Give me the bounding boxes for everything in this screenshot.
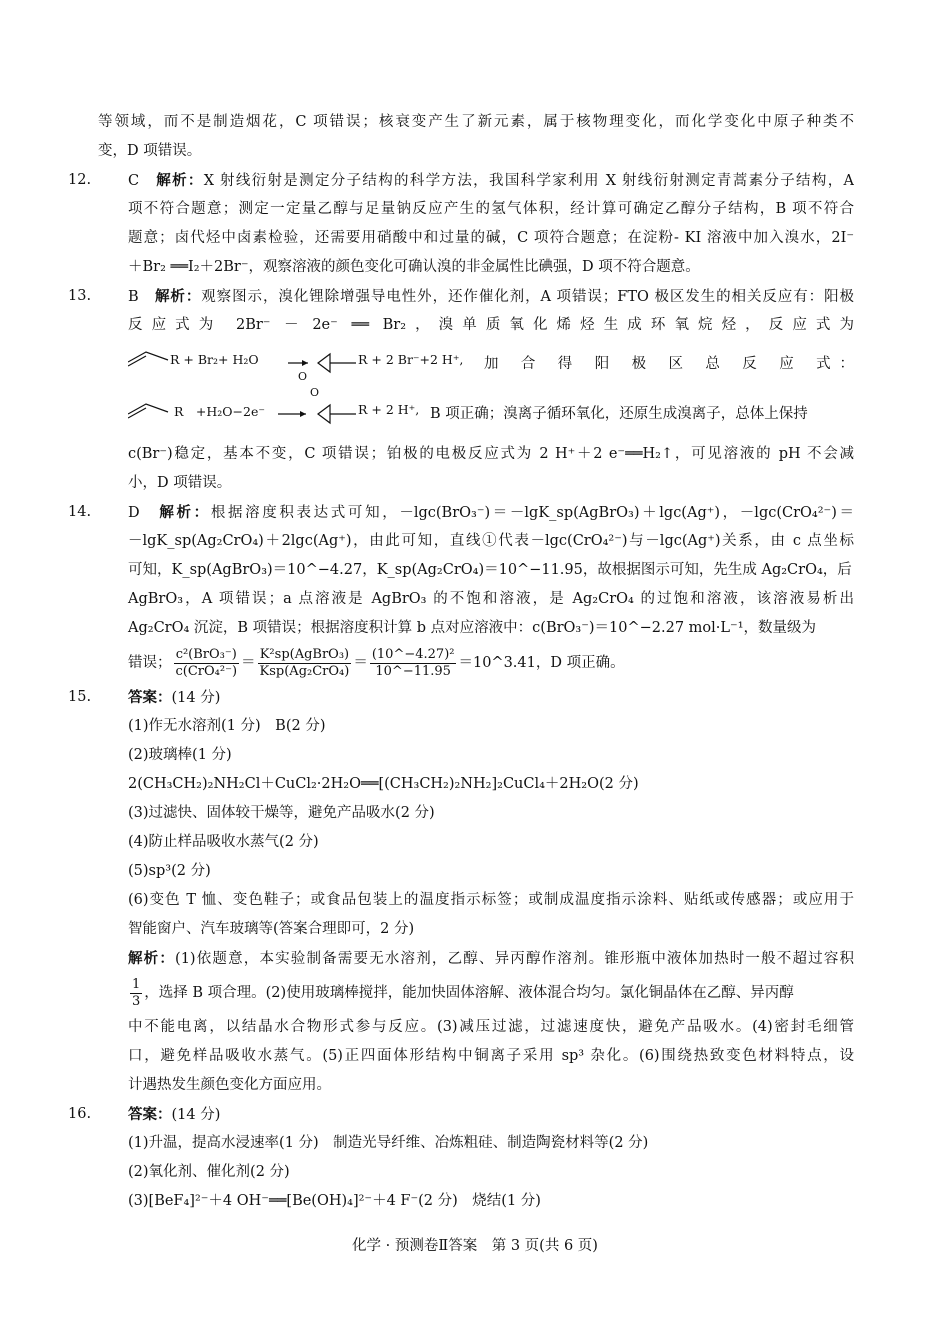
q15-answer-6: (6)变色 T 恤、变色鞋子；或食品包装上的温度指示标签；或制成温度指示涂料、贴纸或传感器；或应用于 [128, 892, 854, 908]
fraction-one-third: $\frac{1}{3}$ [132, 976, 141, 1009]
q15-analysis-4: 口，避免样品吸收水蒸气。(5)正四面体形结构中铜离子采用 sp³ 杂化。(6)围绕热致变色材料特点，设 [128, 1048, 854, 1064]
fraction-ksp-ratio: $\frac{\text{K²sp(AgBrO₃)}}{\text{Ksp(Ag₂CrO₄)}}$ [259, 646, 350, 679]
question-14 [68, 498, 854, 683]
q15-answer-5: (5)sp³(2 分) [128, 863, 211, 879]
q16-answer-2: (2)氧化剂、催化剂(2 分) [128, 1164, 290, 1180]
q16-number: 16. [68, 1106, 92, 1122]
fraction-concentration-ratio: $\frac{\text{c²(BrO₃⁻)}}{\text{c(CrO₄²⁻)}}$ [175, 646, 238, 679]
q15-score: (14 分) [171, 690, 221, 706]
page-footer: 化学 · 预测卷Ⅱ答案 第 3 页(共 6 页) [352, 1238, 598, 1254]
q14-line-5: Ag₂CrO₄ 沉淀，B 项错误；根据溶度积计算 b 点对应溶液中：c(BrO₃⁻)＝10^−2.27 mol·L⁻¹，数量级为 [128, 620, 817, 636]
q16-score: (14 分) [171, 1107, 221, 1123]
q15-head [68, 683, 854, 712]
q15-analysis-label: 解析： [128, 950, 176, 967]
q14-line-3: 可知，K_sp(AgBrO₃)＝10^−4.27，K_sp(Ag₂CrO₄)＝10^−11.95，故根据图示可知，先生成 Ag₂CrO₄，后 [128, 562, 852, 578]
q13-line-6: 小，D 项错误。 [128, 475, 232, 491]
text-line: 等领域，而不是制造烟花，C 项错误；核衰变产生了新元素，属于核物理变化，而化学变化中原子种类不 [98, 114, 854, 130]
reaction-1-products: R + 2 Br⁻+2 H⁺, [358, 352, 464, 367]
reaction-1-ring-oxygen: O [298, 370, 308, 383]
q15-equation: 2(CH₃CH₂)₂NH₂Cl＋CuCl₂·2H₂O══[(CH₃CH₂)₂NH₂]₂CuCl₄＋2H₂O(2 分) [128, 776, 639, 792]
q12-line-4: ＋Br₂ ══I₂＋2Br⁻，观察溶液的颜色变化可确认溴的非金属性比碘强，D 项不符合题意。 [128, 259, 700, 275]
q13-answer: B [128, 289, 155, 305]
q15-answer-4: (4)防止样品吸收水蒸气(2 分) [128, 834, 319, 850]
q15-answer-6-cont: 智能窗户、汽车玻璃等(答案合理即可，2 分) [128, 921, 415, 937]
q13-line-1: 13. B 解析：观察图示，溴化锂除增强导电性外，还作催化剂，A 项错误；FTO 极区发生的相关反应有：阳极 [68, 288, 854, 305]
q12-line-1: 12. C 解析：X 射线衍射是测定分子结构的科学方法，我国科学家利用 X 射线衍射测定青蒿素分子结构，A [68, 172, 854, 189]
reaction-2-ring-oxygen: O [310, 386, 320, 399]
q14-analysis-label: 解析： [159, 504, 211, 521]
reaction-2-reactants: R +H₂O−2e⁻ [174, 404, 265, 419]
fraction-power-ratio: $\frac{\text{(10\textasciicircum{}−4.27)²}}{10\^{}-11.95}$ [371, 646, 455, 679]
q15-analysis-3: 中不能电离，以结晶水合物形式参与反应。(3)减压过滤，过滤速度快，避免产品吸水。(4)密封毛细管 [128, 1019, 854, 1035]
q14-line-2: －lgK_sp(Ag₂CrO₄)＋2lgc(Ag⁺)，由此可知，直线①代表－lgc(CrO₄²⁻)与－lgc(Ag⁺)关系，由 c 点坐标 [128, 533, 854, 549]
q15-answer-2: (2)玻璃棒(1 分) [128, 747, 232, 763]
q13-line-5: c(Br⁻)稳定，基本不变，C 项错误；铂极的电极反应式为 2 H⁺＋2 e⁻══H₂↑，可见溶液的 pH 不会减 [128, 446, 854, 462]
reaction-1 [98, 340, 854, 390]
q15-answer-label: 答案： [128, 689, 172, 706]
q14-line-1: 14. D 解析：根据溶度积表达式可知，－lgc(BrO₃⁻)＝－lgK_sp(AgBrO₃)＋lgc(Ag⁺)，－lgc(CrO₄²⁻)＝ [68, 504, 854, 521]
question-12 [68, 166, 854, 282]
q14-answer: D [128, 505, 160, 521]
q12-analysis-label: 解析： [156, 172, 204, 189]
reaction-1-reactants: R + Br₂+ H₂O [170, 352, 259, 367]
q15-answer-3: (3)过滤快、固体较干燥等，避免产品吸水(2 分) [128, 805, 435, 821]
q16-answer-label: 答案： [128, 1106, 172, 1123]
question-16 [68, 1100, 854, 1216]
reaction-2-tail: B 项正确；溴离子循环氧化，还原生成溴离子，总体上保持 [430, 406, 808, 422]
question-15 [68, 683, 854, 1100]
q13-text: 观察图示，溴化锂除增强导电性外，还作催化剂，A 项错误；FTO 极区发生的相关反应有：阳极 [201, 289, 854, 305]
reaction-2 [98, 386, 854, 440]
q13-line-2: 反应式为 2Br⁻ － 2e⁻ ══ Br₂，溴单质氧化烯烃生成环氧烷烃，反应式为 [128, 317, 854, 333]
q12-line-2: 项不符合题意；测定一定量乙醇与足量钠反应产生的氢气体积，经计算可确定乙醇分子结构，B 项不符合 [128, 201, 854, 217]
question-13 [68, 282, 854, 498]
q13-analysis-label: 解析： [155, 288, 202, 305]
q16-head [68, 1100, 854, 1129]
q14-line-6: 错误； $\frac{\text{c²(BrO₃⁻)}}{\text{c(CrO₄²⁻)}}$ ＝ $\frac{\text{K²sp(AgBrO₃)}}{\text{Ksp(Ag₂CrO₄)}}$ ＝ $\frac{\text{(10\textasciicircum{}−4.27)²}}{10\^{}-11.95}$ ＝10^3.41，D 项正确。 [128, 646, 625, 679]
q14-result: ＝10^3.41，D 项正确。 [458, 655, 625, 671]
q16-answer-1: (1)升温，提高水浸速率(1 分) 制造光导纤维、冶炼粗硅、制造陶瓷材料等(2 分) [128, 1135, 649, 1151]
q12-line-3: 题意；卤代烃中卤素检验，还需要用硝酸中和过量的碱，C 项符合题意；在淀粉- KI 溶液中加入溴水，2I⁻ [128, 230, 854, 246]
q14-text: 根据溶度积表达式可知，－lgc(BrO₃⁻)＝－lgK_sp(AgBrO₃)＋lgc(Ag⁺)，－lgc(CrO₄²⁻)＝ [210, 505, 854, 521]
answer-content [68, 108, 854, 1216]
q15-number: 15. [68, 689, 92, 705]
text-line: 变，D 项错误。 [98, 143, 202, 159]
q15-answer-1: (1)作无水溶剂(1 分) B(2 分) [128, 718, 326, 734]
q12-answer: C [128, 173, 157, 189]
q15-analysis-5: 计遇热发生颜色变化方面应用。 [128, 1077, 331, 1093]
reaction-1-tail: 加 合 得 阳 极 区 总 反 应 式： [484, 356, 854, 372]
q15-analysis-2: $\frac{1}{3}$ ，选择 B 项合理。(2)使用玻璃棒搅拌，能加快固体溶解、液体混合均匀。氯化铜晶体在乙醇、异丙醇 [132, 976, 794, 1009]
q15-analysis-1: 解析：(1)依题意，本实验制备需要无水溶剂，乙醇、异丙醇作溶剂。锥形瓶中液体加热时一般不超过容积 [128, 950, 854, 967]
q12-text: X 射线衍射是测定分子结构的科学方法，我国科学家利用 X 射线衍射测定青蒿素分子结构，A [203, 173, 854, 189]
q14-line-4: AgBrO₃，A 项错误；a 点溶液是 AgBrO₃ 的不饱和溶液，是 Ag₂CrO₄ 的过饱和溶液，该溶液易析出 [128, 591, 854, 607]
q16-answer-3: (3)[BeF₄]²⁻＋4 OH⁻══[Be(OH)₄]²⁻＋4 F⁻(2 分) 烧结(1 分) [128, 1193, 541, 1209]
q14-wrong-c: 错误； [128, 655, 172, 671]
reaction-2-products: R + 2 H⁺, [358, 402, 420, 417]
